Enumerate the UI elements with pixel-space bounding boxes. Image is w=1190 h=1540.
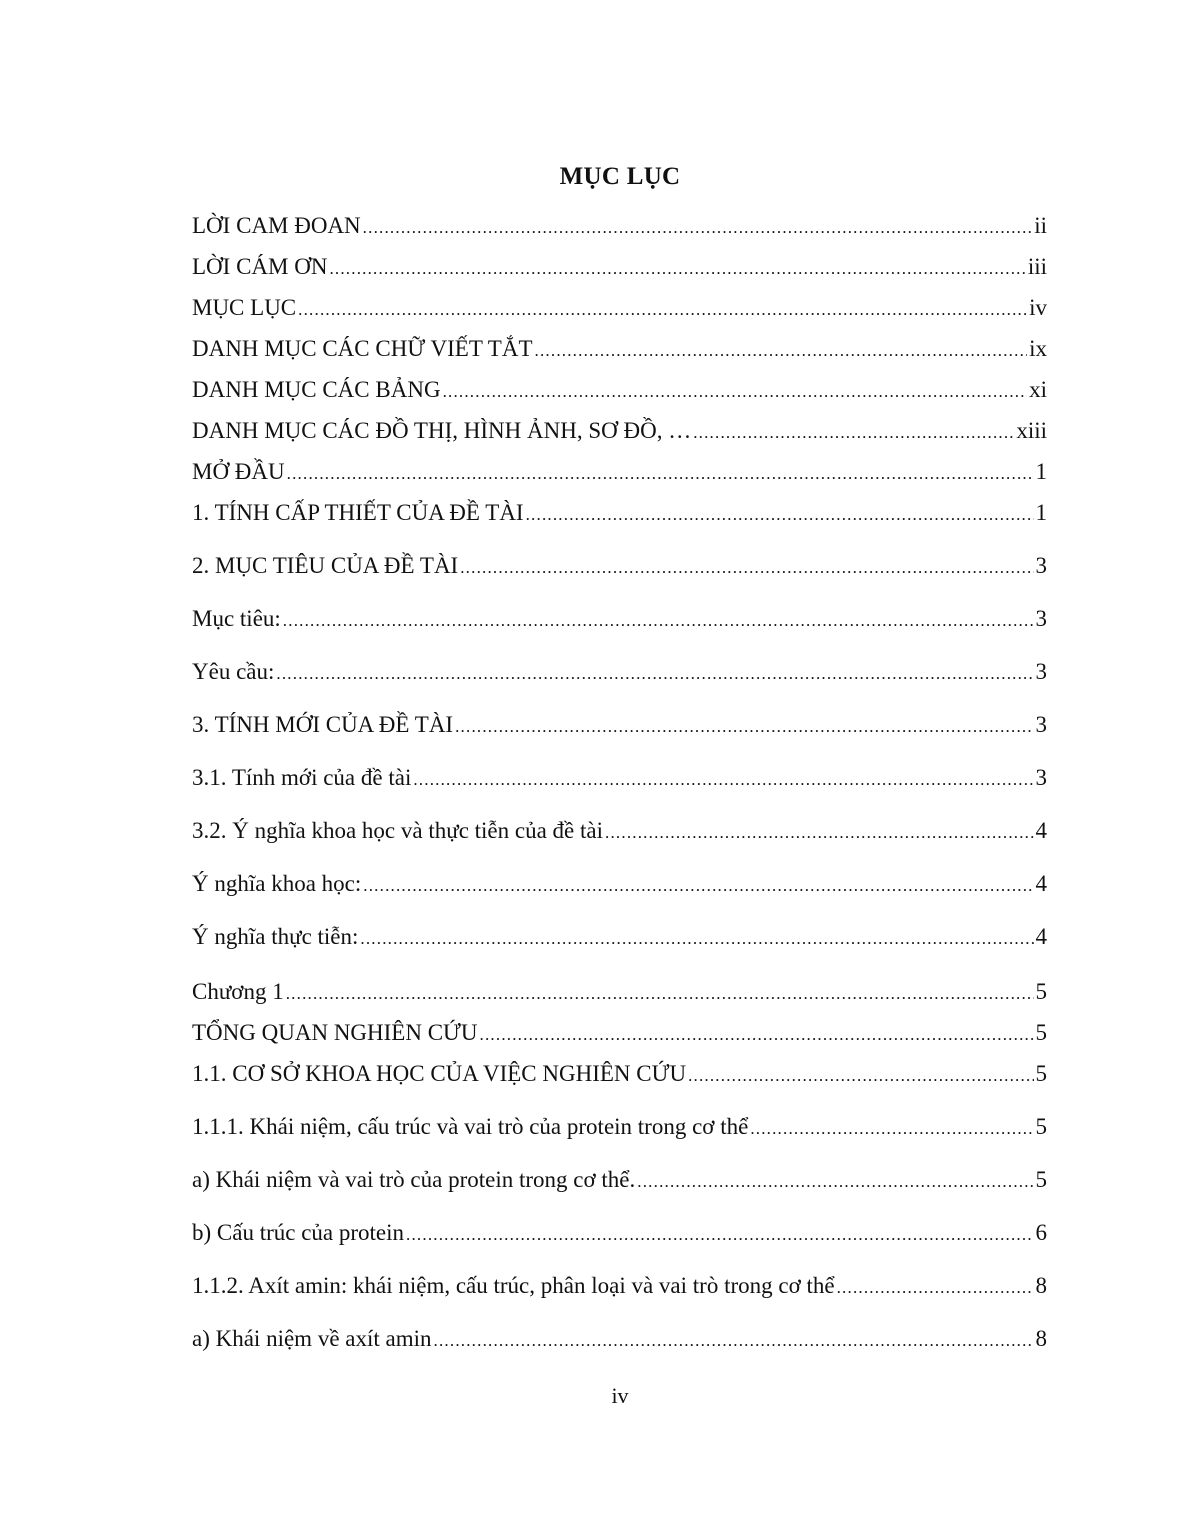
toc-entry-tinh-moi: [192, 709, 1047, 741]
toc-entry-page: 6: [1035, 1220, 1047, 1245]
toc-entry-page: 3: [1035, 765, 1047, 790]
dot-leader: [688, 1060, 1033, 1092]
dot-leader: [329, 253, 1025, 285]
toc-entry-b-cau-truc-protein: [192, 1217, 1047, 1249]
toc-entry-label: Chương 1: [192, 979, 284, 1004]
toc-entry-3-2-y-nghia: [192, 815, 1047, 847]
dot-leader: [460, 552, 1033, 584]
toc-entry-page: 4: [1035, 818, 1047, 843]
toc-entry-page: 1: [1035, 500, 1047, 525]
toc-entry-page: 5: [1035, 1020, 1047, 1045]
toc-entry-mo-dau: [192, 456, 1047, 488]
toc-entry-y-nghia-khoa-hoc: [192, 868, 1047, 900]
footer-page-number: iv: [611, 1383, 629, 1408]
toc-entry-label: DANH MỤC CÁC ĐỒ THỊ, HÌNH ẢNH, SƠ ĐỒ, …: [192, 418, 692, 443]
toc-entry-muc-tieu: [192, 603, 1047, 635]
toc-entry-page: 3: [1035, 659, 1047, 684]
toc-entry-page: 5: [1035, 1114, 1047, 1139]
toc-entry-label: 1.1. CƠ SỞ KHOA HỌC CỦA VIỆC NGHIÊN CỨU: [192, 1061, 687, 1086]
dot-leader: [443, 376, 1028, 408]
toc-entry-label: Ý nghĩa khoa học:: [192, 871, 362, 896]
toc-entry-page: 8: [1035, 1326, 1047, 1351]
toc-entry-yeu-cau: [192, 656, 1047, 688]
toc-entry-label: MỤC LỤC: [192, 295, 297, 320]
toc-entry-label: 3.2. Ý nghĩa khoa học và thực tiễn của đề tài: [192, 818, 604, 843]
toc-entry-page: xiii: [1016, 418, 1047, 443]
dot-leader: [406, 1219, 1033, 1251]
toc-entry-label: DANH MỤC CÁC CHỮ VIẾT TẮT: [192, 336, 533, 361]
dot-leader: [298, 294, 1027, 326]
toc-entry-page: 1: [1035, 459, 1047, 484]
toc-entry-page: 5: [1035, 1061, 1047, 1086]
toc-entry-label: a) Khái niệm và vai trò của protein trong cơ thể.: [192, 1167, 636, 1192]
dot-leader: [455, 711, 1033, 743]
toc-entry-1-1-co-so: [192, 1058, 1047, 1090]
dot-leader: [360, 923, 1033, 955]
dot-leader: [750, 1113, 1033, 1145]
toc-entry-page: 3: [1035, 553, 1047, 578]
toc-entry-loi-cam-on: [192, 251, 1047, 283]
dot-leader: [480, 1019, 1034, 1051]
toc-entry-1-1-2-axit-amin: [192, 1270, 1047, 1302]
toc-entry-3-1-tinh-moi: [192, 762, 1047, 794]
toc-entry-page: ix: [1029, 336, 1047, 361]
dot-leader: [434, 1325, 1034, 1357]
toc-entry-a-khai-niem-axit-amin: [192, 1323, 1047, 1355]
table-of-contents: [192, 0, 1047, 1540]
toc-entry-muc-luc: [192, 292, 1047, 324]
dot-leader: [286, 978, 1034, 1010]
toc-entry-danh-muc-bang: [192, 374, 1047, 406]
toc-entry-label: MỞ ĐẦU: [192, 459, 285, 484]
dot-leader: [287, 458, 1034, 490]
toc-entry-label: b) Cấu trúc của protein: [192, 1220, 405, 1245]
toc-entry-danh-muc-chu-viet-tat: [192, 333, 1047, 365]
toc-entry-y-nghia-thuc-tien: [192, 921, 1047, 953]
dot-leader: [363, 212, 1033, 244]
toc-entry-page: 8: [1035, 1273, 1047, 1298]
toc-entry-chuong-1: [192, 976, 1047, 1008]
dot-leader: [276, 658, 1033, 690]
toc-entry-page: 5: [1035, 1167, 1047, 1192]
dot-leader: [693, 417, 1014, 449]
toc-entry-a-khai-niem-protein: [192, 1164, 1047, 1196]
toc-entry-page: iv: [1029, 295, 1047, 320]
page-title: MỤC LỤC: [559, 163, 681, 190]
toc-entry-label: 3.1. Tính mới của đề tài: [192, 765, 412, 790]
toc-entry-1-1-1-protein: [192, 1111, 1047, 1143]
dot-leader: [283, 605, 1034, 637]
toc-entry-page: 4: [1035, 924, 1047, 949]
toc-entry-label: 2. MỤC TIÊU CỦA ĐỀ TÀI: [192, 553, 459, 578]
toc-entry-label: Yêu cầu:: [192, 659, 275, 684]
dot-leader: [363, 870, 1033, 902]
toc-entry-label: 1.1.2. Axít amin: khái niệm, cấu trúc, phân loại và vai trò trong cơ thể: [192, 1273, 835, 1298]
dot-leader: [526, 499, 1034, 531]
toc-entry-label: Ý nghĩa thực tiễn:: [192, 924, 359, 949]
dot-leader: [535, 335, 1028, 367]
dot-leader: [637, 1166, 1033, 1198]
toc-entry-label: TỔNG QUAN NGHIÊN CỨU: [192, 1020, 478, 1045]
toc-entry-page: xi: [1029, 377, 1047, 402]
toc-entry-loi-cam-doan: [192, 210, 1047, 242]
toc-entry-label: 1. TÍNH CẤP THIẾT CỦA ĐỀ TÀI: [192, 500, 524, 525]
toc-entry-page: ii: [1034, 213, 1047, 238]
toc-entry-label: 3. TÍNH MỚI CỦA ĐỀ TÀI: [192, 712, 454, 737]
toc-entry-page: 4: [1035, 871, 1047, 896]
toc-entry-label: LỜI CAM ĐOAN: [192, 213, 361, 238]
dot-leader: [605, 817, 1033, 849]
toc-entry-page: 3: [1035, 712, 1047, 737]
toc-entry-label: a) Khái niệm về axít amin: [192, 1326, 432, 1351]
dot-leader: [413, 764, 1033, 796]
toc-entry-page: 3: [1035, 606, 1047, 631]
toc-entry-tinh-cap-thiet: [192, 497, 1047, 529]
toc-entry-label: 1.1.1. Khái niệm, cấu trúc và vai trò của protein trong cơ thể: [192, 1114, 749, 1139]
toc-entry-danh-muc-do-thi: [192, 415, 1047, 447]
dot-leader: [837, 1272, 1034, 1304]
toc-entry-tong-quan: [192, 1017, 1047, 1049]
toc-entry-page: 5: [1035, 979, 1047, 1004]
toc-entry-page: iii: [1027, 254, 1047, 279]
toc-entry-muc-tieu-de-tai: [192, 550, 1047, 582]
toc-entry-label: LỜI CÁM ƠN: [192, 254, 328, 279]
toc-entry-label: DANH MỤC CÁC BẢNG: [192, 377, 441, 402]
toc-entry-label: Mục tiêu:: [192, 606, 281, 631]
